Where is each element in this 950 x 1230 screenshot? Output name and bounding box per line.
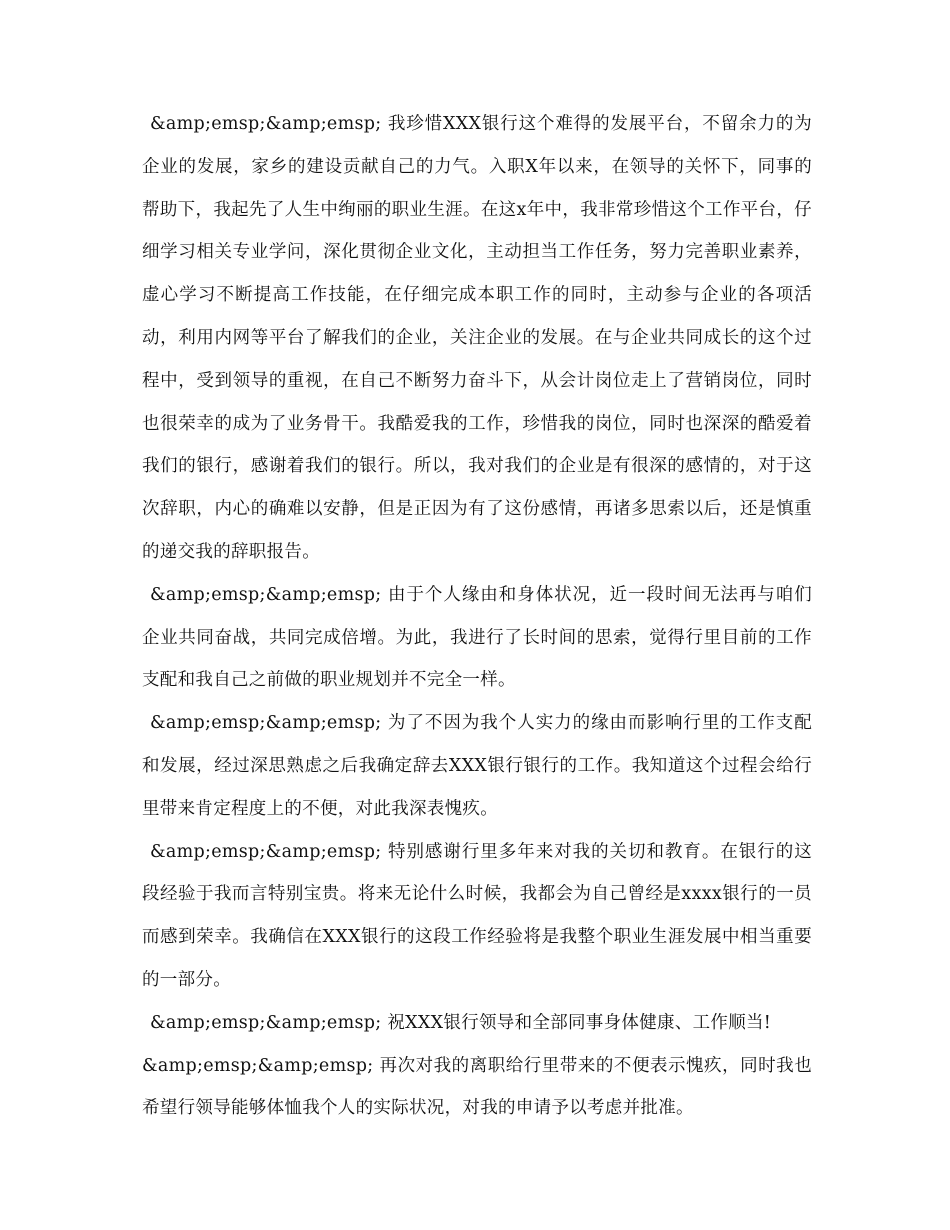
paragraph-6: &amp;emsp;&amp;emsp; 再次对我的离职给行里带来的不便表示愧疚，同时我也希望行领导能够体恤我个人的实际状况，对我的申请予以考虑并批准。 <box>142 1055 812 1119</box>
paragraph-4: &amp;emsp;&amp;emsp; 特别感谢行里多年来对我的关切和教育。在银行的这段经验于我而言特别宝贵。将来无论什么时候，我都会为自己曾经是xxxx银行的一员而感到荣幸。我确信在XXX银行的这段工作经验将是我整个职业生涯发展中相当重要的一部分。 <box>142 841 812 990</box>
paragraph-5: &amp;emsp;&amp;emsp; 祝XXX银行领导和全部同事身体健康、工作顺当! <box>150 1012 772 1033</box>
paragraph-3: &amp;emsp;&amp;emsp; 为了不因为我个人实力的缘由而影响行里的工作支配和发展，经过深思熟虑之后我确定辞去XXX银行银行的工作。我知道这个过程会给行里带来肯定程度上的不便，对此我深表愧疚。 <box>142 713 812 819</box>
document-body <box>142 103 812 1130</box>
paragraph-1: &amp;emsp;&amp;emsp; 我珍惜XXX银行这个难得的发展平台，不留余力的为企业的发展，家乡的建设贡献自己的力气。入职X年以来，在领导的关怀下，同事的帮助下，我起先了人生中绚丽的职业生涯。在这x年中，我非常珍惜这个工作平台，仔细学习相关专业学问，深化贯彻企业文化，主动担当工作任务，努力完善职业素养，虚心学习不断提高工作技能，在仔细完成本职工作的同时，主动参与企业的各项活动，利用内网等平台了解我们的企业，关注企业的发展。在与企业共同成长的这个过程中，受到领导的重视，在自己不断努力奋斗下，从会计岗位走上了营销岗位，同时也很荣幸的成为了业务骨干。我酷爱我的工作，珍惜我的岗位，同时也深深的酷爱着我们的银行，感谢着我们的银行。所以，我对我们的企业是有很深的感情的，对于这次辞职，内心的确难以安静，但是正因为有了这份感情，再诸多思索以后，还是慎重的递交我的辞职报告。 <box>142 114 812 562</box>
paragraph-2: &amp;emsp;&amp;emsp; 由于个人缘由和身体状况，近一段时间无法再与咱们企业共同奋战，共同完成倍增。为此，我进行了长时间的思索，觉得行里目前的工作支配和我自己之前做的职业规划并不完全一样。 <box>142 584 812 691</box>
